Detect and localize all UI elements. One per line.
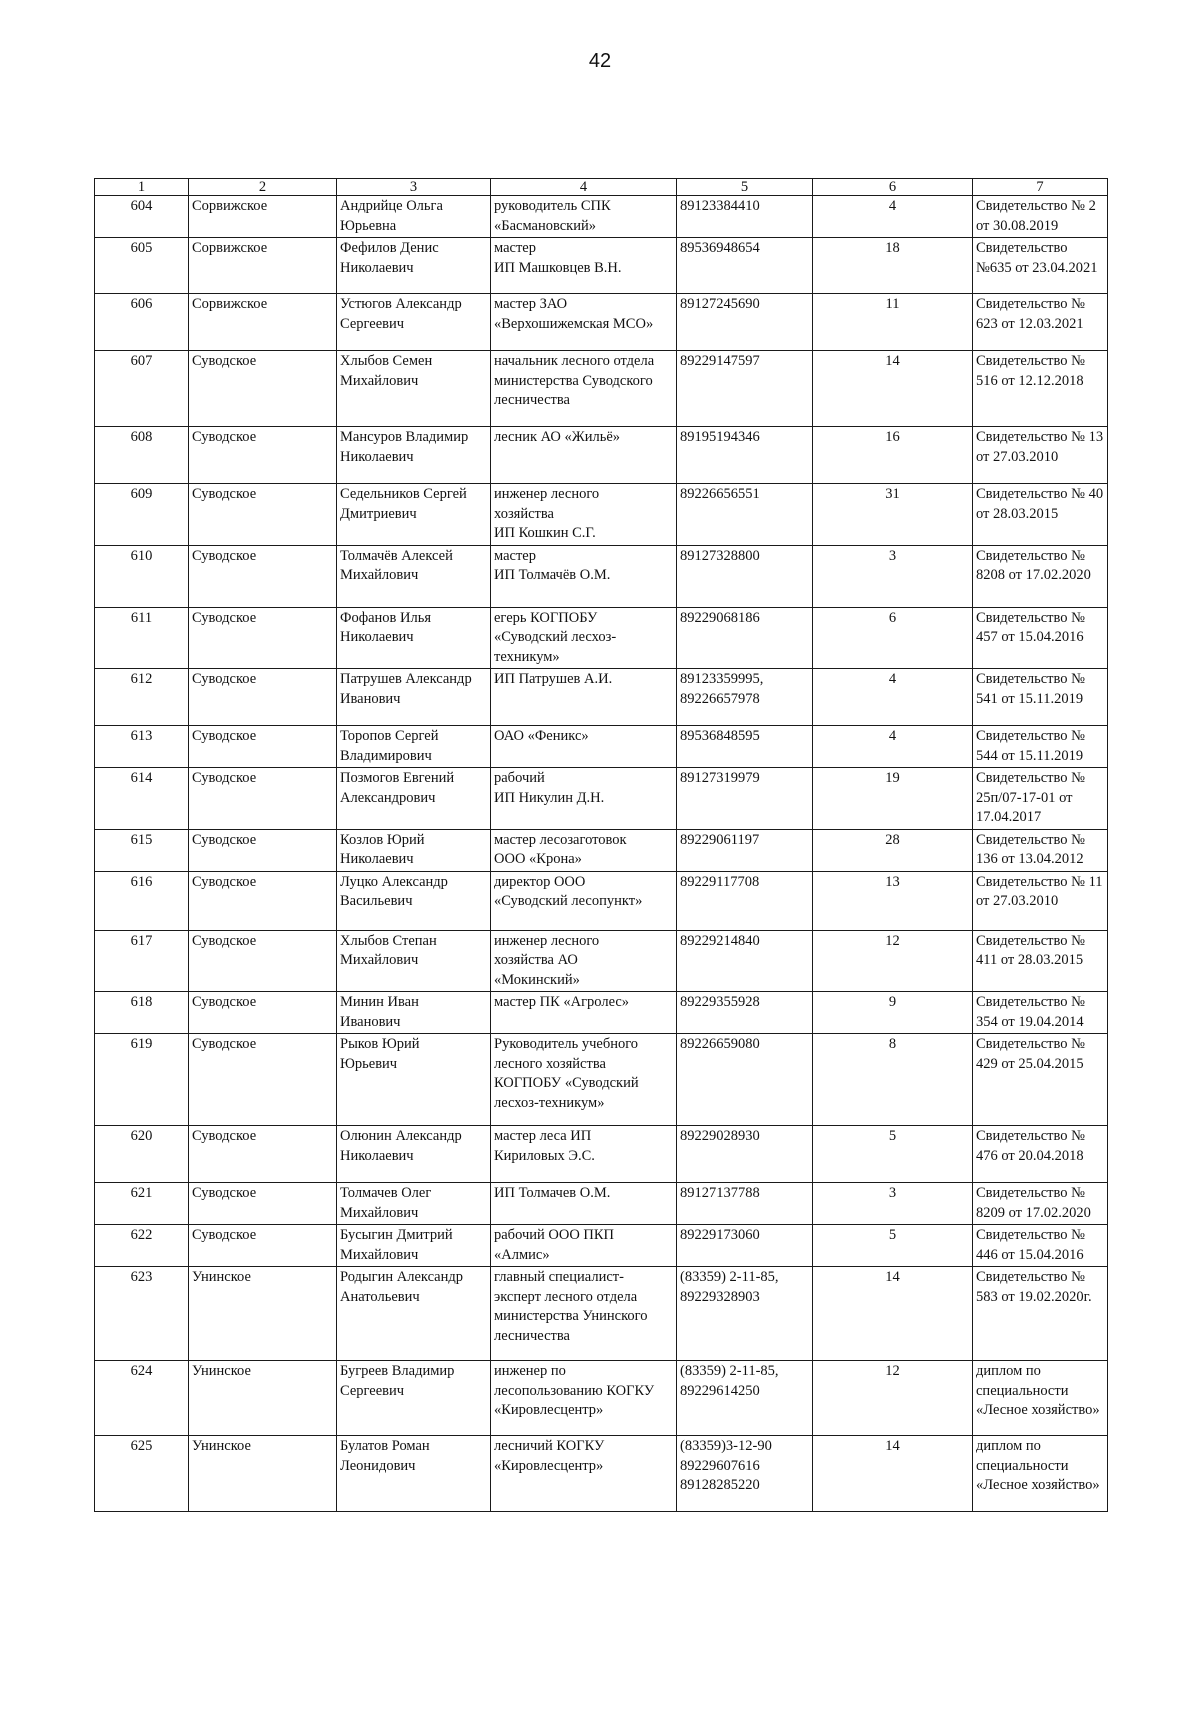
phone-cell: 89226656551 [677,484,813,546]
row-number: 609 [95,484,189,546]
position-cell: мастер лесозаготовок ООО «Крона» [491,829,677,871]
table-row [95,484,1108,546]
column-header: 1 [95,179,189,196]
district-cell: Суводское [189,992,337,1034]
row-number: 622 [95,1225,189,1267]
experience-cell: 14 [813,1436,973,1512]
column-header: 5 [677,179,813,196]
phone-cell: 89127137788 [677,1183,813,1225]
person-name-cell: Позмогов Евгений Александрович [337,768,491,830]
registry-table [94,178,1108,1512]
row-number: 612 [95,669,189,726]
district-cell: Суводское [189,545,337,607]
certificate-cell: Свидетельство № 516 от 12.12.2018 [973,351,1108,427]
table-row [95,1126,1108,1183]
person-name-cell: Луцко Александр Васильевич [337,871,491,930]
district-cell: Суводское [189,829,337,871]
certificate-cell: Свидетельство № 544 от 15.11.2019 [973,726,1108,768]
experience-cell: 14 [813,1267,973,1361]
table-row [95,1034,1108,1126]
row-number: 619 [95,1034,189,1126]
row-number: 614 [95,768,189,830]
certificate-cell: Свидетельство № 623 от 12.03.2021 [973,294,1108,351]
row-number: 610 [95,545,189,607]
phone-cell: 89127328800 [677,545,813,607]
position-cell: инженер лесного хозяйства АО «Мокинский» [491,930,677,992]
district-cell: Суводское [189,726,337,768]
row-number: 624 [95,1361,189,1436]
table-row [95,768,1108,830]
certificate-cell: диплом по специальности «Лесное хозяйство» [973,1436,1108,1512]
experience-cell: 3 [813,545,973,607]
page-number: 42 [588,50,612,72]
district-cell: Суводское [189,871,337,930]
position-cell: главный специалист- эксперт лесного отдела министерства Унинского лесничества [491,1267,677,1361]
phone-cell: 89229147597 [677,351,813,427]
experience-cell: 3 [813,1183,973,1225]
phone-cell: 89229173060 [677,1225,813,1267]
experience-cell: 6 [813,607,973,669]
column-header: 6 [813,179,973,196]
experience-cell: 12 [813,1361,973,1436]
phone-cell: 89536948654 [677,238,813,294]
row-number: 620 [95,1126,189,1183]
experience-cell: 19 [813,768,973,830]
position-cell: рабочий ИП Никулин Д.Н. [491,768,677,830]
district-cell: Суводское [189,607,337,669]
person-name-cell: Фефилов Денис Николаевич [337,238,491,294]
position-cell: ИП Толмачев О.М. [491,1183,677,1225]
person-name-cell: Бугреев Владимир Сергеевич [337,1361,491,1436]
header-row [95,179,1108,196]
district-cell: Суводское [189,1183,337,1225]
certificate-cell: Свидетельство № 11 от 27.03.2010 [973,871,1108,930]
person-name-cell: Минин Иван Иванович [337,992,491,1034]
certificate-cell: Свидетельство № 446 от 15.04.2016 [973,1225,1108,1267]
table-row [95,196,1108,238]
experience-cell: 14 [813,351,973,427]
experience-cell: 18 [813,238,973,294]
phone-cell: (83359)3-12-90 89229607616 89128285220 [677,1436,813,1512]
experience-cell: 4 [813,669,973,726]
row-number: 621 [95,1183,189,1225]
table-body [95,196,1108,1512]
table-row [95,829,1108,871]
person-name-cell: Родыгин Александр Анатольевич [337,1267,491,1361]
table-row [95,545,1108,607]
person-name-cell: Рыков Юрий Юрьевич [337,1034,491,1126]
phone-cell: 89123359995, 89226657978 [677,669,813,726]
table-row [95,1436,1108,1512]
certificate-cell: Свидетельство № 429 от 25.04.2015 [973,1034,1108,1126]
column-header: 2 [189,179,337,196]
district-cell: Суводское [189,484,337,546]
position-cell: мастер ЗАО «Верхошижемская МСО» [491,294,677,351]
position-cell: лесник АО «Жильё» [491,427,677,484]
experience-cell: 31 [813,484,973,546]
district-cell: Суводское [189,1126,337,1183]
certificate-cell: Свидетельство № 583 от 19.02.2020г. [973,1267,1108,1361]
table-row [95,1267,1108,1361]
row-number: 606 [95,294,189,351]
position-cell: инженер по лесопользованию КОГКУ «Кировлесцентр» [491,1361,677,1436]
person-name-cell: Козлов Юрий Николаевич [337,829,491,871]
experience-cell: 28 [813,829,973,871]
phone-cell: 89229355928 [677,992,813,1034]
district-cell: Суводское [189,669,337,726]
certificate-cell: Свидетельство № 457 от 15.04.2016 [973,607,1108,669]
table-row [95,607,1108,669]
experience-cell: 8 [813,1034,973,1126]
row-number: 616 [95,871,189,930]
district-cell: Унинское [189,1361,337,1436]
person-name-cell: Булатов Роман Леонидович [337,1436,491,1512]
district-cell: Сорвижское [189,294,337,351]
column-header: 3 [337,179,491,196]
district-cell: Унинское [189,1436,337,1512]
position-cell: Руководитель учебного лесного хозяйства КОГПОБУ «Суводский лесхоз-техникум» [491,1034,677,1126]
phone-cell: 89229214840 [677,930,813,992]
district-cell: Суводское [189,768,337,830]
certificate-cell: Свидетельство № 354 от 19.04.2014 [973,992,1108,1034]
certificate-cell: Свидетельство № 411 от 28.03.2015 [973,930,1108,992]
district-cell: Унинское [189,1267,337,1361]
column-header: 4 [491,179,677,196]
row-number: 617 [95,930,189,992]
row-number: 611 [95,607,189,669]
row-number: 607 [95,351,189,427]
row-number: 623 [95,1267,189,1361]
person-name-cell: Патрушев Александр Иванович [337,669,491,726]
table-row [95,427,1108,484]
position-cell: начальник лесного отдела министерства Суводского лесничества [491,351,677,427]
experience-cell: 4 [813,196,973,238]
district-cell: Сорвижское [189,238,337,294]
district-cell: Суводское [189,1225,337,1267]
row-number: 613 [95,726,189,768]
position-cell: инженер лесного хозяйства ИП Кошкин С.Г. [491,484,677,546]
certificate-cell: Свидетельство № 8209 от 17.02.2020 [973,1183,1108,1225]
certificate-cell: Свидетельство № 13 от 27.03.2010 [973,427,1108,484]
district-cell: Суводское [189,930,337,992]
table-row [95,726,1108,768]
phone-cell: 89195194346 [677,427,813,484]
experience-cell: 11 [813,294,973,351]
district-cell: Суводское [189,427,337,484]
table-row [95,351,1108,427]
row-number: 618 [95,992,189,1034]
position-cell: руководитель СПК «Басмановский» [491,196,677,238]
person-name-cell: Толмачев Олег Михайлович [337,1183,491,1225]
person-name-cell: Устюгов Александр Сергеевич [337,294,491,351]
row-number: 625 [95,1436,189,1512]
person-name-cell: Андрийце Ольга Юрьевна [337,196,491,238]
certificate-cell: Свидетельство № 25п/07-17-01 от 17.04.2017 [973,768,1108,830]
person-name-cell: Фофанов Илья Николаевич [337,607,491,669]
phone-cell: 89123384410 [677,196,813,238]
certificate-cell: Свидетельство № 476 от 20.04.2018 [973,1126,1108,1183]
position-cell: мастер ПК «Агролес» [491,992,677,1034]
phone-cell: 89127245690 [677,294,813,351]
person-name-cell: Торопов Сергей Владимирович [337,726,491,768]
certificate-cell: Свидетельство № 40 от 28.03.2015 [973,484,1108,546]
position-cell: ОАО «Феникс» [491,726,677,768]
district-cell: Суводское [189,351,337,427]
experience-cell: 5 [813,1126,973,1183]
experience-cell: 4 [813,726,973,768]
certificate-cell: Свидетельство № 541 от 15.11.2019 [973,669,1108,726]
table-row [95,238,1108,294]
certificate-cell: диплом по специальности «Лесное хозяйство» [973,1361,1108,1436]
phone-cell: 89229117708 [677,871,813,930]
certificate-cell: Свидетельство № 8208 от 17.02.2020 [973,545,1108,607]
row-number: 605 [95,238,189,294]
row-number: 615 [95,829,189,871]
position-cell: мастер ИП Толмачёв О.М. [491,545,677,607]
experience-cell: 13 [813,871,973,930]
person-name-cell: Толмачёв Алексей Михайлович [337,545,491,607]
certificate-cell: Свидетельство №635 от 23.04.2021 [973,238,1108,294]
phone-cell: 89127319979 [677,768,813,830]
district-cell: Сорвижское [189,196,337,238]
row-number: 608 [95,427,189,484]
district-cell: Суводское [189,1034,337,1126]
table-row [95,992,1108,1034]
position-cell: рабочий ООО ПКП «Алмис» [491,1225,677,1267]
phone-cell: 89229061197 [677,829,813,871]
column-header: 7 [973,179,1108,196]
table-row [95,1361,1108,1436]
table-row [95,930,1108,992]
position-cell: мастер ИП Машковцев В.Н. [491,238,677,294]
phone-cell: (83359) 2-11-85, 89229328903 [677,1267,813,1361]
experience-cell: 16 [813,427,973,484]
phone-cell: 89229068186 [677,607,813,669]
person-name-cell: Хлыбов Семен Михайлович [337,351,491,427]
row-number: 604 [95,196,189,238]
phone-cell: 89536848595 [677,726,813,768]
table-row [95,1225,1108,1267]
position-cell: директор ООО «Суводский лесопункт» [491,871,677,930]
experience-cell: 12 [813,930,973,992]
table-row [95,294,1108,351]
experience-cell: 5 [813,1225,973,1267]
person-name-cell: Бусыгин Дмитрий Михайлович [337,1225,491,1267]
phone-cell: (83359) 2-11-85, 89229614250 [677,1361,813,1436]
person-name-cell: Седельников Сергей Дмитриевич [337,484,491,546]
person-name-cell: Хлыбов Степан Михайлович [337,930,491,992]
table-row [95,669,1108,726]
position-cell: егерь КОГПОБУ «Суводский лесхоз- техникум» [491,607,677,669]
certificate-cell: Свидетельство № 2 от 30.08.2019 [973,196,1108,238]
table-row [95,1183,1108,1225]
position-cell: мастер леса ИП Кириловых Э.С. [491,1126,677,1183]
position-cell: ИП Патрушев А.И. [491,669,677,726]
certificate-cell: Свидетельство № 136 от 13.04.2012 [973,829,1108,871]
position-cell: лесничий КОГКУ «Кировлесцентр» [491,1436,677,1512]
experience-cell: 9 [813,992,973,1034]
phone-cell: 89226659080 [677,1034,813,1126]
phone-cell: 89229028930 [677,1126,813,1183]
person-name-cell: Мансуров Владимир Николаевич [337,427,491,484]
person-name-cell: Олюнин Александр Николаевич [337,1126,491,1183]
table-row [95,871,1108,930]
